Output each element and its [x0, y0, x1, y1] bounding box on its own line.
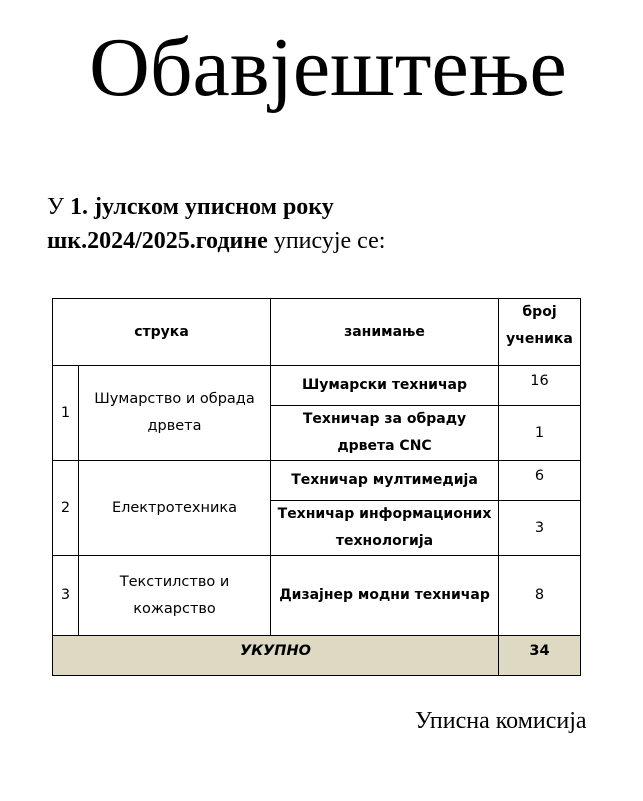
table-header-row: [53, 299, 581, 366]
total-value: 34: [499, 636, 581, 676]
row-number: 2: [53, 461, 79, 556]
signature-committee: Уписна комисија: [415, 708, 587, 734]
total-label: УКУПНО: [53, 636, 499, 676]
page-title: Обавјештење: [89, 21, 567, 114]
student-count: 6: [499, 461, 581, 501]
student-count: 1: [499, 406, 581, 461]
total-row: [53, 636, 581, 676]
header-count: број ученика: [499, 299, 581, 366]
field-name: Текстилство и кожарство: [79, 556, 271, 636]
occupation-name: Техничар мултимедија: [271, 461, 499, 501]
intro-line-2: [47, 224, 385, 258]
student-count: 3: [499, 501, 581, 556]
intro-line-1: [47, 190, 385, 224]
student-count: 8: [499, 556, 581, 636]
row-number: 3: [53, 556, 79, 636]
occupation-name: Дизајнер модни техничар: [271, 556, 499, 636]
header-field: струка: [53, 299, 271, 366]
header-occupation: занимање: [271, 299, 499, 366]
table-row: [53, 556, 581, 636]
row-number: 1: [53, 366, 79, 461]
occupation-name: Техничар за обраду дрвета CNC: [271, 406, 499, 461]
intro-school-year: шк.2024/2025.године: [47, 228, 268, 254]
occupation-name: Техничар информационих технологија: [271, 501, 499, 556]
field-name: Шумарство и обрада дрвета: [79, 366, 271, 461]
field-name: Електротехника: [79, 461, 271, 556]
occupation-name: Шумарски техничар: [271, 366, 499, 406]
student-count: 16: [499, 366, 581, 406]
intro-prefix: У: [47, 194, 70, 220]
intro-enrollment-period: 1. јулском уписном року: [70, 194, 334, 220]
enrollment-table: [52, 298, 581, 676]
table-row: [53, 461, 581, 501]
intro-suffix: уписује се:: [267, 228, 386, 254]
intro-text: [47, 190, 385, 258]
table-row: [53, 366, 581, 406]
